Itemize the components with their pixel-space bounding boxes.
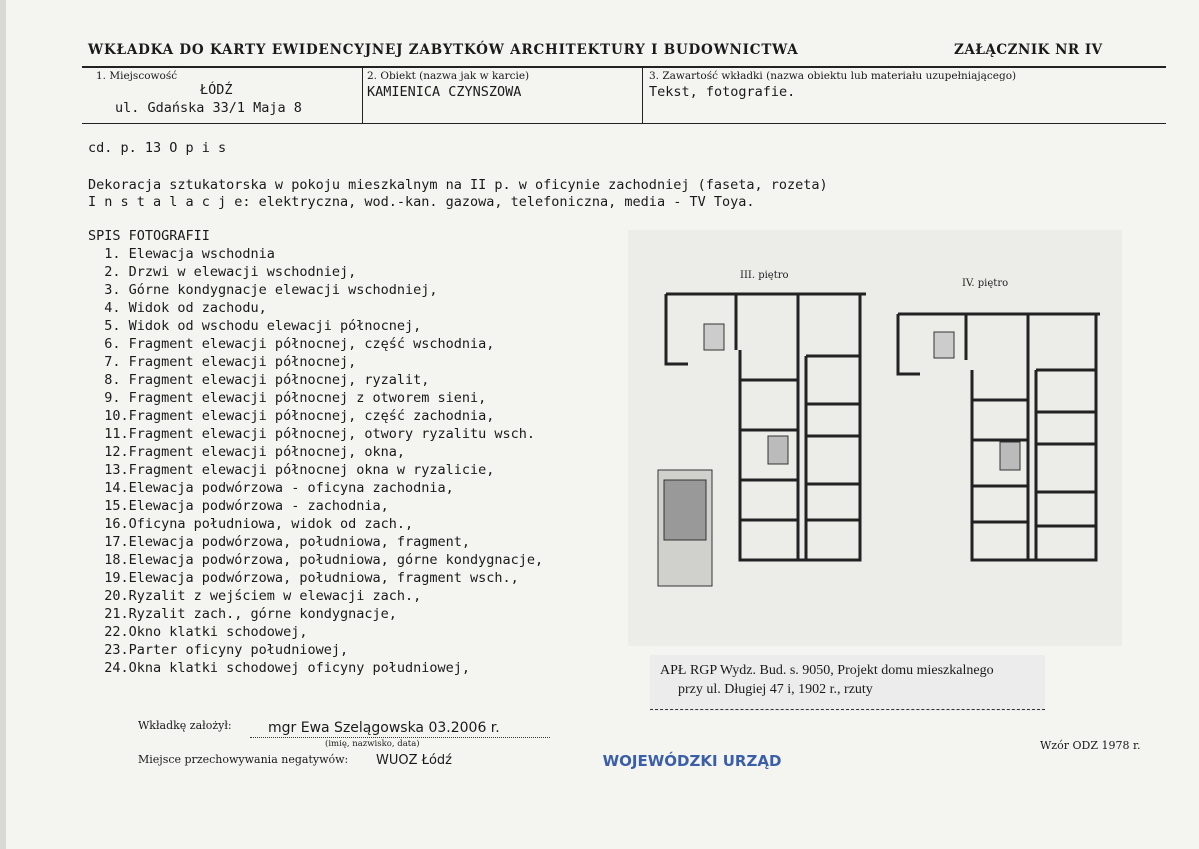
office-stamp — [562, 752, 822, 837]
content-value: Tekst, fotografie. — [649, 84, 796, 100]
photo-item: 12.Fragment elewacji północnej, okna, — [88, 444, 405, 460]
plan-label-right: IV. piętro — [962, 278, 1009, 289]
form-title: WKŁADKA DO KARTY EWIDENCYJNEJ ZABYTKÓW ARCHITEKTURY I BUDOWNICTWA — [88, 42, 799, 58]
field-divider-1 — [362, 66, 363, 123]
field-divider-2 — [642, 66, 643, 123]
photo-item: 13.Fragment elewacji północnej okna w ryzalicie, — [88, 462, 495, 478]
photo-item: 7. Fragment elewacji północnej, — [88, 354, 357, 370]
place-city: ŁÓDŹ — [200, 82, 233, 98]
photo-item: 5. Widok od wschodu elewacji północnej, — [88, 318, 422, 334]
storage-value: WUOZ Łódź — [376, 753, 452, 768]
photo-item: 9. Fragment elewacji północnej z otworem sieni, — [88, 390, 487, 406]
prepared-hint: (imię, nazwisko, data) — [325, 739, 420, 749]
photo-item: 6. Fragment elewacji północnej, część wschodnia, — [88, 336, 495, 352]
form-template: Wzór ODZ 1978 r. — [1040, 739, 1141, 752]
description-line-1: Dekoracja sztukatorska w pokoju mieszkalnym na II p. w oficynie zachodniej (faseta, rozeta) — [88, 177, 828, 193]
plan-label-left: III. piętro — [740, 270, 789, 281]
photo-item: 11.Fragment elewacji północnej, otwory ryzalitu wsch. — [88, 426, 536, 442]
photo-item: 22.Okno klatki schodowej, — [88, 624, 308, 640]
storage-label: Miejsce przechowywania negatywów: — [138, 753, 349, 766]
caption-line-1: APŁ RGP Wydz. Bud. s. 9050, Projekt domu mieszkalnego — [660, 663, 994, 678]
photo-item: 14.Elewacja podwórzowa - oficyna zachodnia, — [88, 480, 454, 496]
photo-item: 10.Fragment elewacji północnej, część zachodnia, — [88, 408, 495, 424]
photo-item: 1. Elewacja wschodnia — [88, 246, 275, 262]
floor-plan-drawing — [628, 230, 1122, 646]
floor-plan-image — [628, 230, 1122, 646]
fields-bottom-rule — [82, 123, 1166, 124]
photo-item: 3. Górne kondygnacje elewacji wschodniej, — [88, 282, 438, 298]
caption-dashed-rule — [650, 709, 1045, 710]
photo-item: 16.Oficyna południowa, widok od zach., — [88, 516, 414, 532]
plan-caption — [650, 655, 1045, 711]
photo-item: 23.Parter oficyny południowej, — [88, 642, 349, 658]
photo-list — [88, 227, 543, 677]
photo-item: 19.Elewacja podwórzowa, południowa, fragment wsch., — [88, 570, 519, 586]
photo-item: 15.Elewacja podwórzowa - zachodnia, — [88, 498, 389, 514]
place-label: 1. Miejscowość — [96, 70, 178, 82]
annex-number: ZAŁĄCZNIK NR IV — [954, 42, 1103, 58]
photo-item: 17.Elewacja podwórzowa, południowa, fragment, — [88, 534, 471, 550]
top-rule — [82, 66, 1166, 68]
prepared-label: Wkładkę założył: — [138, 719, 232, 732]
photo-item: 20.Ryzalit z wejściem w elewacji zach., — [88, 588, 422, 604]
photo-item: 18.Elewacja podwórzowa, południowa, górne kondygnacje, — [88, 552, 544, 568]
content-label: 3. Zawartość wkładki (nazwa obiektu lub materiału uzupełniającego) — [649, 70, 1017, 82]
stamp-line-1: WOJEWÓDZKI URZĄD — [602, 752, 782, 770]
caption-line-2: przy ul. Długiej 47 i, 1902 r., rzuty — [678, 682, 873, 697]
place-address: ul. Gdańska 33/1 Maja 8 — [115, 100, 302, 116]
photo-item: 8. Fragment elewacji północnej, ryzalit, — [88, 372, 430, 388]
photo-list-heading: SPIS FOTOGRAFII — [88, 228, 210, 244]
photo-item: 2. Drzwi w elewacji wschodniej, — [88, 264, 357, 280]
photo-item: 21.Ryzalit zach., górne kondygnacje, — [88, 606, 397, 622]
object-value: KAMIENICA CZYNSZOWA — [367, 84, 522, 100]
scan-edge — [0, 0, 6, 849]
photo-item: 4. Widok od zachodu, — [88, 300, 267, 316]
object-label: 2. Obiekt (nazwa jak w karcie) — [367, 70, 530, 82]
photo-item: 24.Okna klatki schodowej oficyny południowej, — [88, 660, 471, 676]
description-heading: cd. p. 13 O p i s — [88, 140, 227, 156]
description-line-2: I n s t a l a c j e: elektryczna, wod.-kan. gazowa, telefoniczna, media - TV Toya. — [88, 194, 755, 210]
prepared-value: mgr Ewa Szelągowska 03.2006 r. — [268, 720, 500, 736]
